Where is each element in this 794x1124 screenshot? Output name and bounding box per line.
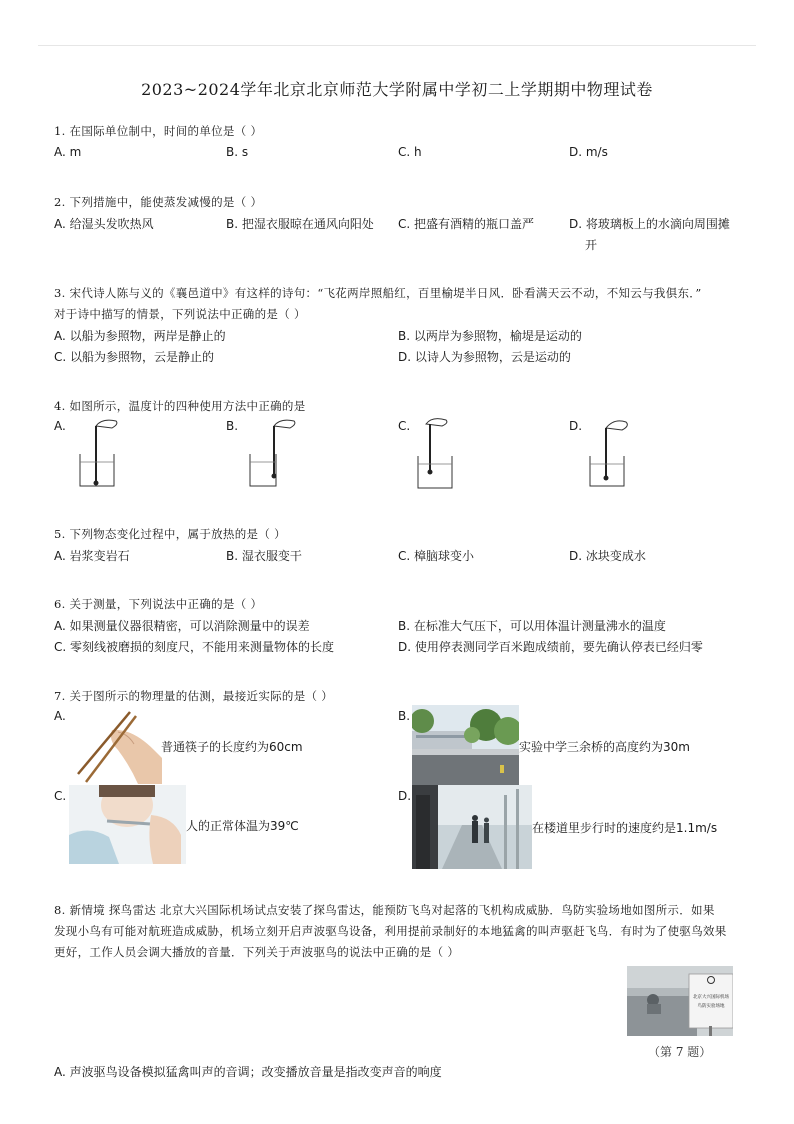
q2-stem: 2. 下列措施中，能使蒸发减慢的是（ ） [54, 195, 263, 209]
thermometer-figure-d[interactable] [586, 414, 636, 490]
body-thermometer-photo [69, 785, 186, 864]
page-top-rule [38, 45, 756, 46]
q8-figure-caption: （第 7 题） [648, 1045, 712, 1059]
q2-option-d[interactable]: D. 将玻璃板上的水滴向周围摊 [569, 217, 730, 231]
q2-option-c[interactable]: C. 把盛有酒精的瓶口盖严 [398, 217, 535, 231]
q5-stem: 5. 下列物态变化过程中，属于放热的是（ ） [54, 527, 286, 541]
bird-prevention-site-photo [627, 966, 733, 1036]
q7-stem: 7. 关于图所示的物理量的估测，最接近实际的是（ ） [54, 689, 334, 703]
q8-stem-line2: 发现小鸟有可能对航班造成威胁，机场立刻开启声波驱鸟设备，利用提前录制好的本地猛禽的叫声驱赶飞鸟．有时为了使驱鸟效果 [54, 924, 727, 938]
q5-option-a[interactable]: A. 岩浆变岩石 [54, 549, 130, 563]
q1-option-a[interactable]: A. m [54, 145, 82, 159]
site-sign-line2: 鸟防实验场地 [697, 1004, 725, 1009]
q7-option-b[interactable]: B. [398, 709, 411, 723]
q7-caption-c: 人的正常体温为39℃ [186, 819, 299, 833]
q6-option-c[interactable]: C. 零刻线被磨损的刻度尺，不能用来测量物体的长度 [54, 640, 335, 654]
q3-option-a[interactable]: A. 以船为参照物，两岸是静止的 [54, 329, 226, 343]
q4-option-c[interactable]: C. [398, 419, 411, 433]
q7-option-a[interactable]: A. [54, 709, 66, 723]
q2-option-b[interactable]: B. 把湿衣服晾在通风向阳处 [226, 217, 374, 231]
q4-option-b[interactable]: B. [226, 419, 239, 433]
q1-option-c[interactable]: C. h [398, 145, 422, 159]
q5-option-b[interactable]: B. 湿衣服变干 [226, 549, 302, 563]
q6-stem: 6. 关于测量，下列说法中正确的是（ ） [54, 597, 263, 611]
q5-option-d[interactable]: D. 冰块变成水 [569, 549, 646, 563]
page-title: 2023~2024学年北京北京师范大学附属中学初二上学期期中物理试卷 [141, 80, 653, 99]
chopsticks-photo [72, 710, 162, 784]
q7-option-d[interactable]: D. [398, 789, 412, 803]
q6-option-b[interactable]: B. 在标准大气压下，可以用体温计测量沸水的温度 [398, 619, 666, 633]
q1-stem: 1. 在国际单位制中，时间的单位是（ ） [54, 124, 263, 138]
corridor-photo [412, 785, 532, 869]
q8-stem-line1: 8. 新情境 探鸟雷达 北京大兴国际机场试点安装了探鸟雷达，能预防飞鸟对起落的飞机构成威胁．鸟防实验场地如图所示．如果 [54, 903, 715, 917]
bridge-photo [412, 705, 519, 785]
thermometer-figure-a[interactable] [72, 414, 122, 490]
q5-option-c[interactable]: C. 樟脑球变小 [398, 549, 475, 563]
q7-option-c[interactable]: C. [54, 789, 67, 803]
q8-stem-line3: 更好，工作人员会调大播放的音量．下列关于声波驱鸟的说法中正确的是（ ） [54, 945, 460, 959]
q7-caption-a: 普通筷子的长度约为60cm [161, 740, 303, 754]
thermometer-figure-c[interactable] [412, 414, 462, 492]
q8-option-a[interactable]: A. 声波驱鸟设备模拟猛禽叫声的音调；改变播放音量是指改变声音的响度 [54, 1065, 442, 1079]
q6-option-d[interactable]: D. 使用停表测同学百米跑成绩前，要先确认停表已经归零 [398, 640, 703, 654]
q7-caption-b: 实验中学三余桥的高度约为30m [519, 740, 690, 754]
q3-option-b[interactable]: B. 以两岸为参照物，榆堤是运动的 [398, 329, 582, 343]
q3-stem-line2: 对于诗中描写的情景，下列说法中正确的是（ ） [54, 307, 306, 321]
q3-stem-line1: 3. 宋代诗人陈与义的《襄邑道中》有这样的诗句：“飞花两岸照船红，百里榆堤半日风．卧看满天云不动，不知云与我俱东．” [54, 286, 702, 300]
q4-option-a[interactable]: A. [54, 419, 66, 433]
q2-option-a[interactable]: A. 给湿头发吹热风 [54, 217, 154, 231]
q4-stem: 4. 如图所示，温度计的四种使用方法中正确的是 [54, 399, 306, 413]
q1-option-b[interactable]: B. s [226, 145, 249, 159]
site-sign-line1: 北京大兴国际机场 [693, 995, 729, 1000]
q3-option-d[interactable]: D. 以诗人为参照物，云是运动的 [398, 350, 571, 364]
q2-option-d-wrap: 开 [585, 238, 598, 252]
q7-caption-d: 在楼道里步行时的速度约是1.1m/s [532, 821, 718, 835]
q1-option-d[interactable]: D. m/s [569, 145, 608, 159]
site-photo-background [627, 966, 733, 1036]
q6-option-a[interactable]: A. 如果测量仪器很精密，可以消除测量中的误差 [54, 619, 310, 633]
thermometer-figure-b[interactable] [244, 414, 300, 490]
q4-option-d[interactable]: D. [569, 419, 583, 433]
q3-option-c[interactable]: C. 以船为参照物，云是静止的 [54, 350, 215, 364]
